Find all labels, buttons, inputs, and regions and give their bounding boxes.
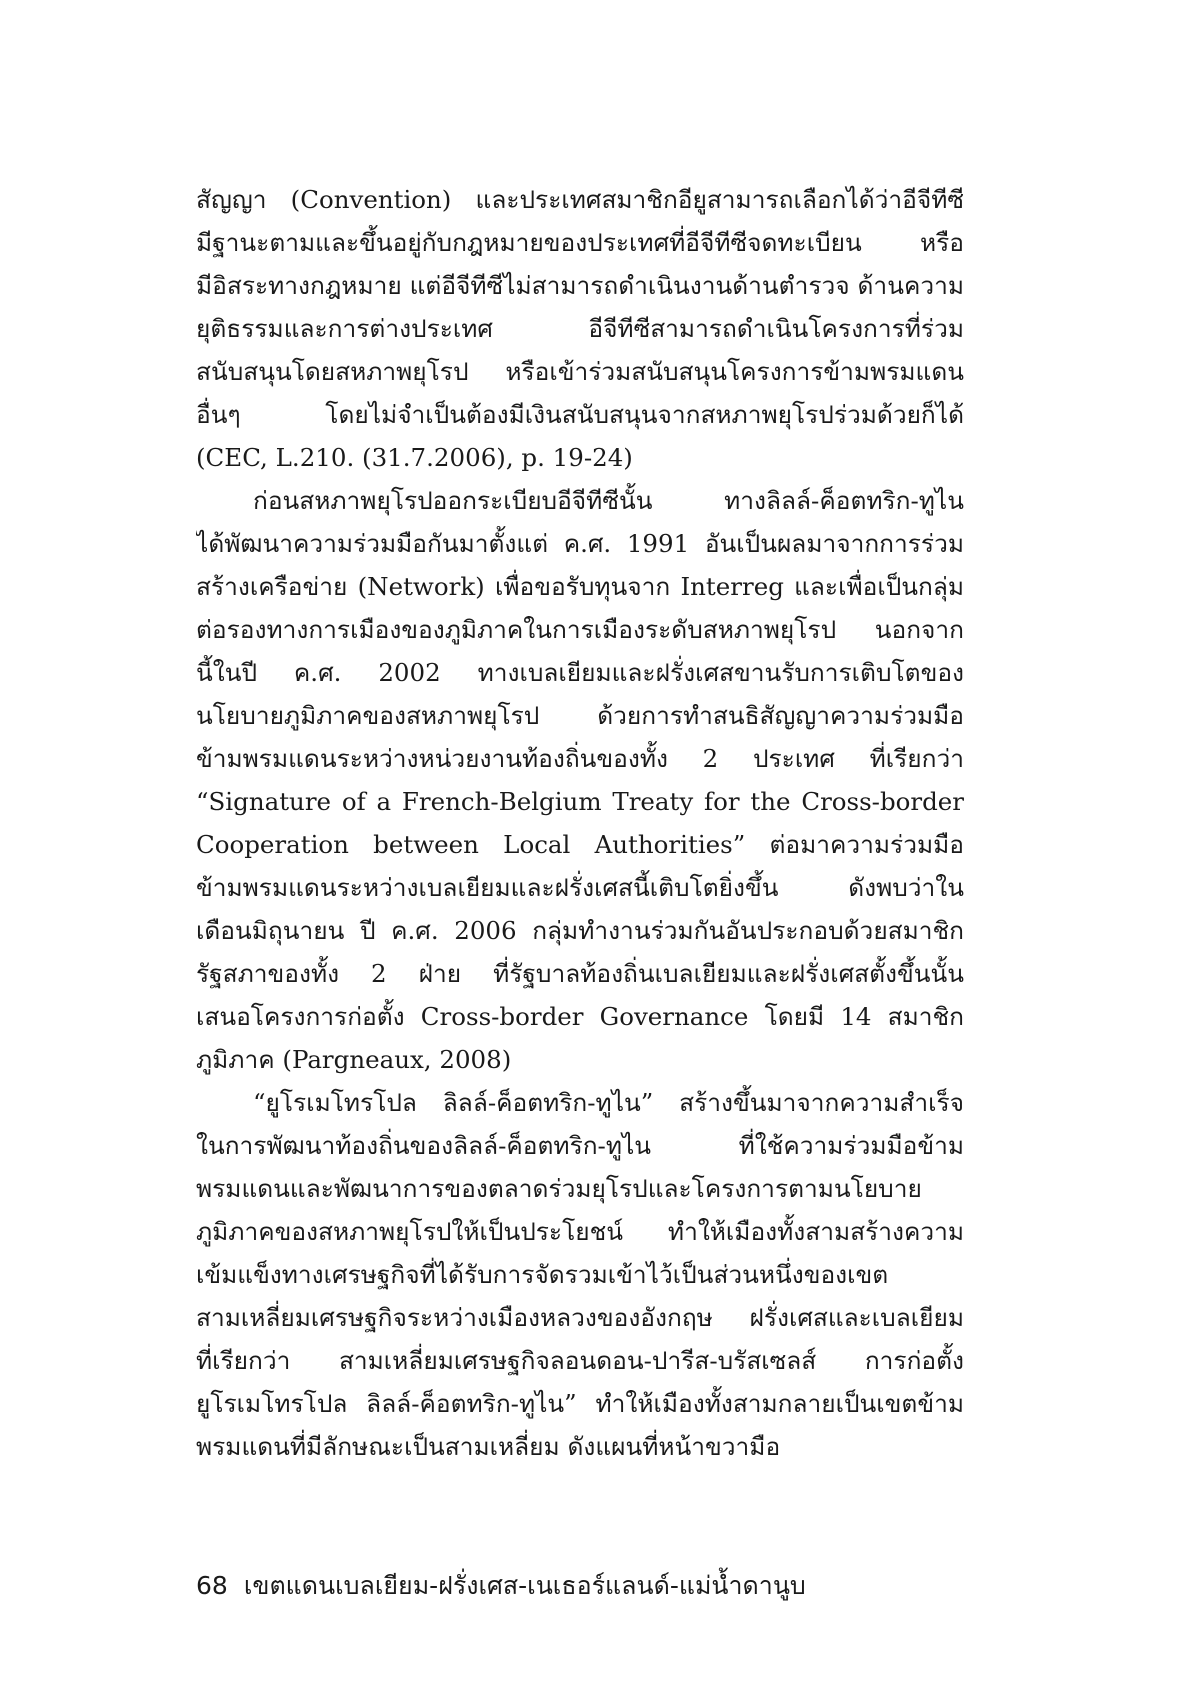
page-number: 68 [196, 1571, 228, 1600]
text-line: ที่เรียกว่า สามเหลี่ยมเศรษฐกิจลอนดอน-ปารีส-บรัสเซลส์ การก่อตั้ง [196, 1346, 964, 1375]
text-line: สัญญา (Convention) และประเทศสมาชิกอียูสามารถเลือกได้ว่าอีจีทีซี [196, 185, 964, 214]
text-line: พรมแดนและพัฒนาการของตลาดร่วมยุโรปและโครงการตามนโยบาย [196, 1174, 922, 1203]
text-line: สนับสนุนโดยสหภาพยุโรป หรือเข้าร่วมสนับสนุนโครงการข้ามพรมแดน [196, 357, 964, 386]
text-line: พรมแดนที่มีลักษณะเป็นสามเหลี่ยม ดังแผนที่หน้าขวามือ [196, 1432, 781, 1461]
text-line: Cooperation between Local Authorities” ต่อมาความร่วมมือ [196, 830, 964, 859]
text-line: “Signature of a French-Belgium Treaty for the Cross-border [196, 787, 964, 816]
text-line: ข้ามพรมแดนระหว่างเบลเยียมและฝรั่งเศสนี้เติบโตยิ่งขึ้น ดังพบว่าใน [196, 873, 964, 902]
text-line: เสนอโครงการก่อตั้ง Cross-border Governance โดยมี 14 สมาชิก [196, 1002, 964, 1031]
page-footer [196, 1566, 964, 1606]
citation-line: (CEC, L.210. (31.7.2006), p. 19-24) [196, 443, 633, 472]
text-line: ยุติธรรมและการต่างประเทศ อีจีทีซีสามารถดำเนินโครงการที่ร่วม [196, 314, 964, 343]
text-line: เดือนมิถุนายน ปี ค.ศ. 2006 กลุ่มทำงานร่วมกันอันประกอบด้วยสมาชิก [196, 916, 964, 945]
text-line: รัฐสภาของทั้ง 2 ฝ่าย ที่รัฐบาลท้องถิ่นเบลเยียมและฝรั่งเศสตั้งขึ้นนั้น [196, 959, 964, 988]
text-line: สร้างเครือข่าย (Network) เพื่อขอรับทุนจาก Interreg และเพื่อเป็นกลุ่ม [196, 572, 964, 601]
running-title: เขตแดนเบลเยียม-ฝรั่งเศส-เนเธอร์แลนด์-แม่น้ำดานูบ [243, 1571, 806, 1600]
text-line: ข้ามพรมแดนระหว่างหน่วยงานท้องถิ่นของทั้ง 2 ประเทศ ที่เรียกว่า [196, 744, 964, 773]
text-line: ได้พัฒนาความร่วมมือกันมาตั้งแต่ ค.ศ. 1991 อันเป็นผลมาจากการร่วม [196, 529, 964, 558]
text-line: นโยบายภูมิภาคของสหภาพยุโรป ด้วยการทำสนธิสัญญาความร่วมมือ [196, 701, 964, 730]
body-text [196, 178, 964, 1468]
text-line: นี้ในปี ค.ศ. 2002 ทางเบลเยียมและฝรั่งเศสขานรับการเติบโตของ [196, 658, 964, 687]
text-line: มีฐานะตามและขึ้นอยู่กับกฎหมายของประเทศที่อีจีทีซีจดทะเบียน หรือ [196, 228, 964, 257]
paragraph-start-line: “ยูโรเมโทรโปล ลิลล์-ค็อตทริก-ทูไน” สร้างขึ้นมาจากความสำเร็จ [253, 1088, 964, 1117]
text-line: สามเหลี่ยมเศรษฐกิจระหว่างเมืองหลวงของอังกฤษ ฝรั่งเศสและเบลเยียม [196, 1303, 964, 1332]
text-line: เข้มแข็งทางเศรษฐกิจที่ได้รับการจัดรวมเข้าไว้เป็นส่วนหนึ่งของเขต [196, 1260, 889, 1289]
text-line: ยูโรเมโทรโปล ลิลล์-ค็อตทริก-ทูไน” ทำให้เมืองทั้งสามกลายเป็นเขตข้าม [196, 1389, 964, 1418]
citation-line: ภูมิภาค (Pargneaux, 2008) [196, 1045, 512, 1074]
text-line: อื่นๆ โดยไม่จำเป็นต้องมีเงินสนับสนุนจากสหภาพยุโรปร่วมด้วยก็ได้ [196, 400, 964, 429]
text-line: ต่อรองทางการเมืองของภูมิภาคในการเมืองระดับสหภาพยุโรป นอกจาก [196, 615, 964, 644]
text-line: มีอิสระทางกฎหมาย แต่อีจีทีซีไม่สามารถดำเนินงานด้านตำรวจ ด้านความ [196, 271, 964, 300]
paragraph-start-line: ก่อนสหภาพยุโรปออกระเบียบอีจีทีซีนั้น ทางลิลล์-ค็อตทริก-ทูไน [253, 486, 964, 515]
text-line: ในการพัฒนาท้องถิ่นของลิลล์-ค็อตทริก-ทูไน ที่ใช้ความร่วมมือข้าม [196, 1131, 964, 1160]
text-line: ภูมิภาคของสหภาพยุโรปให้เป็นประโยชน์ ทำให้เมืองทั้งสามสร้างความ [196, 1217, 964, 1246]
